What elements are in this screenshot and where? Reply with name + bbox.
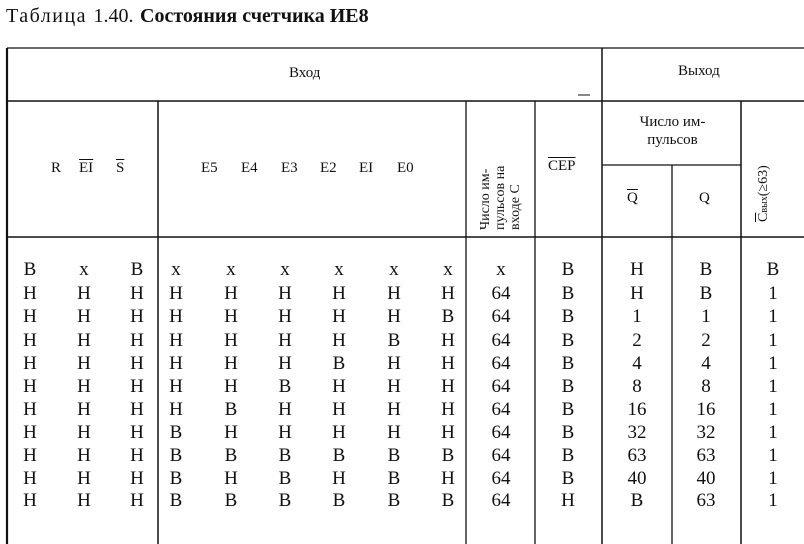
cell-r4-Cout: 1	[768, 330, 778, 351]
header-E0: E0	[397, 160, 414, 176]
cell-r11-Qbar: В	[630, 490, 644, 511]
cell-r8-E5: В	[169, 422, 183, 443]
cell-r10-E5: В	[169, 468, 183, 489]
cell-r1-E4: x	[226, 259, 236, 280]
cell-r9-E5: В	[169, 445, 183, 466]
cell-r11-E1: В	[387, 490, 401, 511]
cell-r10-CEP: В	[561, 468, 575, 489]
cell-r2-Q: В	[699, 283, 713, 304]
group-output: Выход	[678, 63, 720, 79]
cell-r1-E0: x	[443, 259, 453, 280]
cell-r7-pulses-in: 64	[491, 399, 511, 420]
cell-r4-S: Н	[130, 330, 144, 351]
cell-r6-E1: Н	[387, 376, 401, 397]
cell-r9-E4: В	[224, 445, 238, 466]
cell-r4-EI: Н	[77, 330, 91, 351]
header-E3: E3	[281, 160, 298, 176]
header-Cout	[756, 165, 772, 222]
cell-r11-S: Н	[130, 490, 144, 511]
cell-r8-Q: 32	[696, 422, 716, 443]
cell-r10-EI: Н	[77, 468, 91, 489]
cell-r9-E3: В	[278, 445, 292, 466]
cell-r11-EI: Н	[77, 490, 91, 511]
cell-r5-Q: 4	[701, 353, 711, 374]
cell-r1-R: В	[23, 259, 37, 280]
cell-r10-Cout: 1	[768, 468, 778, 489]
cell-r8-E3: Н	[278, 422, 292, 443]
cell-r9-EI: Н	[77, 445, 91, 466]
cell-r5-EI: Н	[77, 353, 91, 374]
header-Cout-rest: (≥63)	[756, 165, 771, 197]
cell-r10-E4: Н	[224, 468, 238, 489]
cell-r2-E4: Н	[224, 283, 238, 304]
cell-r11-Cout: 1	[768, 490, 778, 511]
cell-r4-E2: Н	[332, 330, 346, 351]
cell-r11-E4: В	[224, 490, 238, 511]
cell-r1-E1: x	[389, 259, 399, 280]
cell-r2-CEP: В	[561, 283, 575, 304]
cell-r1-E5: x	[171, 259, 181, 280]
cell-r5-Cout: 1	[768, 353, 778, 374]
cell-r3-R: Н	[23, 306, 37, 327]
cell-r2-S: Н	[130, 283, 144, 304]
cell-r5-E0: Н	[441, 353, 455, 374]
header-E5: E5	[201, 160, 218, 176]
cell-r10-S: Н	[130, 468, 144, 489]
cell-r8-S: Н	[130, 422, 144, 443]
header-E4: E4	[241, 160, 258, 176]
header-Cout-sub: вых	[759, 196, 770, 213]
cell-r10-E3: В	[278, 468, 292, 489]
cell-r2-pulses-in: 64	[491, 283, 511, 304]
cell-r6-E2: Н	[332, 376, 346, 397]
header-CEP: $\overline{CEP}$	[548, 158, 576, 174]
cell-r10-R: Н	[23, 468, 37, 489]
header-pulses-out: Число им- пульсов	[639, 114, 706, 148]
cell-r10-E2: Н	[332, 468, 346, 489]
cell-r4-R: Н	[23, 330, 37, 351]
cell-r10-Qbar: 40	[627, 468, 647, 489]
cell-r3-Q: 1	[701, 306, 711, 327]
cell-r3-E5: Н	[169, 306, 183, 327]
cell-r2-E1: Н	[387, 283, 401, 304]
cell-r7-E4: В	[224, 399, 238, 420]
cell-r5-E3: Н	[278, 353, 292, 374]
cell-r8-E2: Н	[332, 422, 346, 443]
cell-r2-E2: Н	[332, 283, 346, 304]
cell-r1-Qbar: Н	[630, 259, 644, 280]
cell-r8-Cout: 1	[768, 422, 778, 443]
cell-r9-E0: В	[441, 445, 455, 466]
cell-r9-Qbar: 63	[627, 445, 647, 466]
header-Cout-c: $\overline{C}$	[756, 212, 771, 222]
cell-r2-E3: Н	[278, 283, 292, 304]
cell-r11-E0: В	[441, 490, 455, 511]
cell-r6-S: Н	[130, 376, 144, 397]
cell-r2-E5: Н	[169, 283, 183, 304]
cell-r6-E4: Н	[224, 376, 238, 397]
cell-r10-E1: В	[387, 468, 401, 489]
cell-r8-R: Н	[23, 422, 37, 443]
cell-r3-pulses-in: 64	[491, 306, 511, 327]
cell-r1-pulses-in: x	[496, 259, 506, 280]
cell-r7-S: Н	[130, 399, 144, 420]
cell-r2-R: Н	[23, 283, 37, 304]
cell-r1-EI: x	[79, 259, 89, 280]
caption-prefix: Таблица	[6, 5, 88, 27]
cell-r1-Q: В	[699, 259, 713, 280]
cell-r7-Cout: 1	[768, 399, 778, 420]
cell-r6-Cout: 1	[768, 376, 778, 397]
cell-r3-Cout: 1	[768, 306, 778, 327]
cell-r10-Q: 40	[696, 468, 716, 489]
cell-r10-pulses-in: 64	[491, 468, 511, 489]
cell-r3-EI: Н	[77, 306, 91, 327]
cell-r4-Qbar: 2	[632, 330, 642, 351]
cell-r3-E2: Н	[332, 306, 346, 327]
cell-r11-CEP: Н	[561, 490, 575, 511]
cell-r5-E2: В	[332, 353, 346, 374]
cell-r8-CEP: В	[561, 422, 575, 443]
header-R: R	[51, 160, 62, 176]
cell-r9-CEP: В	[561, 445, 575, 466]
cell-r8-EI: Н	[77, 422, 91, 443]
cell-r1-S: В	[130, 259, 144, 280]
cell-r5-Qbar: 4	[632, 353, 642, 374]
cell-r2-EI: Н	[77, 283, 91, 304]
cell-r9-Q: 63	[696, 445, 716, 466]
cell-r9-E2: В	[332, 445, 346, 466]
cell-r7-E0: Н	[441, 399, 455, 420]
cell-r4-CEP: В	[561, 330, 575, 351]
cell-r2-Qbar: Н	[630, 283, 644, 304]
cell-r7-R: Н	[23, 399, 37, 420]
cell-r3-S: Н	[130, 306, 144, 327]
cell-r9-S: Н	[130, 445, 144, 466]
cell-r1-CEP: В	[561, 259, 575, 280]
cell-r7-E1: Н	[387, 399, 401, 420]
cell-r3-Qbar: 1	[632, 306, 642, 327]
cell-r10-E0: Н	[441, 468, 455, 489]
cell-r5-E4: Н	[224, 353, 238, 374]
cell-r6-Qbar: 8	[632, 376, 642, 397]
header-EI: $\overline{EI}$	[79, 160, 94, 176]
cell-r2-E0: Н	[441, 283, 455, 304]
cell-r7-E5: Н	[169, 399, 183, 420]
cell-r5-CEP: В	[561, 353, 575, 374]
header-pulses-in: Число им- пульсов на входе C	[478, 165, 523, 230]
cell-r3-E4: Н	[224, 306, 238, 327]
cell-r5-E5: Н	[169, 353, 183, 374]
cell-r5-pulses-in: 64	[491, 353, 511, 374]
cell-r8-pulses-in: 64	[491, 422, 511, 443]
cell-r11-E2: В	[332, 490, 346, 511]
cell-r7-CEP: В	[561, 399, 575, 420]
cell-r8-E4: Н	[224, 422, 238, 443]
cell-r8-E1: Н	[387, 422, 401, 443]
cell-r8-E0: Н	[441, 422, 455, 443]
cell-r11-E3: В	[278, 490, 292, 511]
cell-r3-E1: Н	[387, 306, 401, 327]
header-Q: Q	[699, 190, 710, 206]
cell-r5-R: Н	[23, 353, 37, 374]
caption-number: 1.40.	[93, 5, 134, 27]
cell-r5-S: Н	[130, 353, 144, 374]
cell-r2-Cout: 1	[768, 283, 778, 304]
cell-r4-E1: В	[387, 330, 401, 351]
cell-r4-E5: Н	[169, 330, 183, 351]
cell-r9-E1: В	[387, 445, 401, 466]
cell-r9-Cout: 1	[768, 445, 778, 466]
cell-r4-E0: Н	[441, 330, 455, 351]
cell-r4-E4: Н	[224, 330, 238, 351]
cell-r6-R: Н	[23, 376, 37, 397]
group-input: Вход	[289, 65, 321, 81]
cell-r4-pulses-in: 64	[491, 330, 511, 351]
cell-r6-E5: Н	[169, 376, 183, 397]
cell-r8-Qbar: 32	[627, 422, 647, 443]
header-Qbar: $\overline{Q}$	[627, 190, 638, 206]
cell-r11-R: Н	[23, 490, 37, 511]
cell-r7-EI: Н	[77, 399, 91, 420]
cell-r11-pulses-in: 64	[491, 490, 511, 511]
header-E1: EI	[359, 160, 374, 176]
cell-r3-E0: В	[441, 306, 455, 327]
cell-r1-Cout: В	[766, 259, 780, 280]
caption-text: Состояния счетчика ИЕ8	[140, 5, 369, 27]
cell-r7-E2: Н	[332, 399, 346, 420]
cell-r4-Q: 2	[701, 330, 711, 351]
cell-r6-CEP: В	[561, 376, 575, 397]
cell-r7-Qbar: 16	[627, 399, 647, 420]
cell-r6-E3: В	[278, 376, 292, 397]
cell-r7-E3: Н	[278, 399, 292, 420]
cell-r11-Q: 63	[696, 490, 716, 511]
cell-r1-E2: x	[334, 259, 344, 280]
cell-r6-E0: Н	[441, 376, 455, 397]
cell-r3-E3: Н	[278, 306, 292, 327]
header-S: $\overline{S}$	[116, 160, 125, 176]
cell-r1-E3: x	[280, 259, 290, 280]
cell-r6-pulses-in: 64	[491, 376, 511, 397]
cell-r9-R: Н	[23, 445, 37, 466]
header-E2: E2	[320, 160, 337, 176]
cell-r9-pulses-in: 64	[491, 445, 511, 466]
cell-r6-EI: Н	[77, 376, 91, 397]
cell-r5-E1: Н	[387, 353, 401, 374]
cell-r7-Q: 16	[696, 399, 716, 420]
cell-r6-Q: 8	[701, 376, 711, 397]
cell-r4-E3: Н	[278, 330, 292, 351]
cell-r11-E5: В	[169, 490, 183, 511]
cell-r3-CEP: В	[561, 306, 575, 327]
